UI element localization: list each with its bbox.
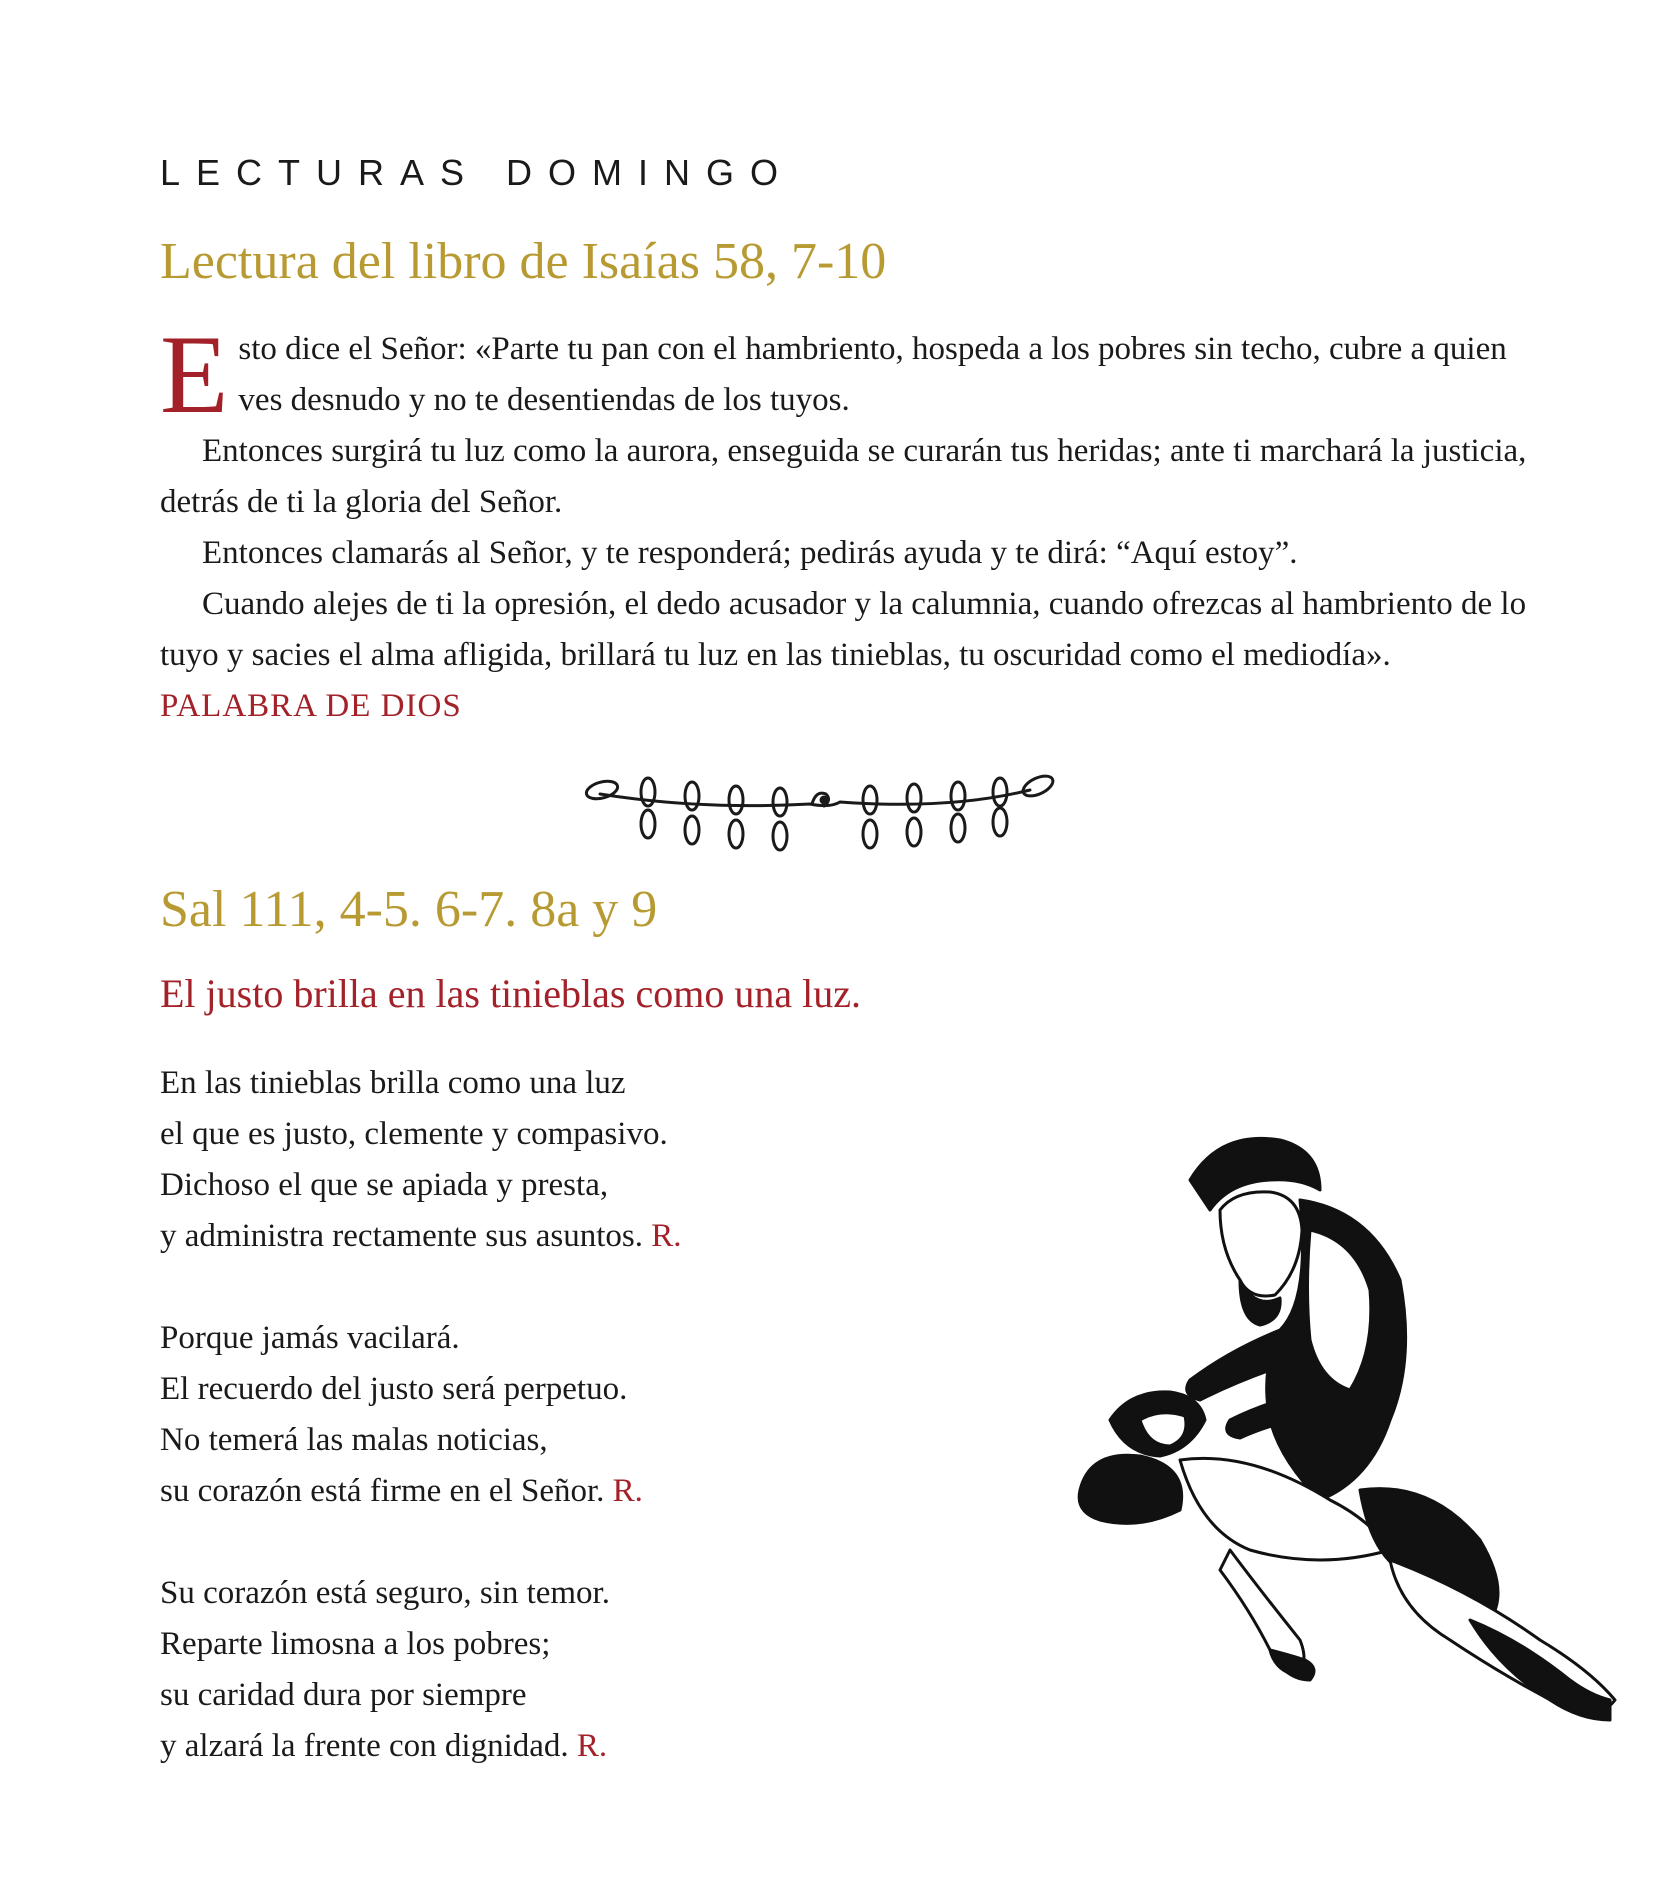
psalm-stanza [160, 1313, 960, 1517]
psalm-line-text: y alzará la frente con dignidad. [160, 1728, 569, 1764]
reading-paragraph-text: Entonces surgirá tu luz como la aurora, enseguida se curarán tus heridas; ante ti marchará la justicia, detrás de ti la gloria del Señor. [160, 433, 1527, 520]
good-samaritan-illustration [1070, 1120, 1630, 1744]
psalm-line: Su corazón está seguro, sin temor. [160, 1575, 610, 1611]
section-kicker: LECTURAS DOMINGO [160, 152, 795, 193]
psalm-line: Porque jamás vacilará. [160, 1320, 460, 1356]
psalm-line: El recuerdo del justo será perpetuo. [160, 1371, 628, 1407]
reading-title: Lectura del libro de Isaías 58, 7-10 [160, 233, 887, 290]
psalm-response: El justo brilla en las tinieblas como una luz. [160, 971, 861, 1016]
psalm-line: su caridad dura por siempre [160, 1677, 527, 1713]
reading-paragraph-text: Cuando alejes de ti la opresión, el dedo acusador y la calumnia, cuando ofrezcas al hambriento de lo tuyo y sacies el alma afligida, brillará tu luz en las tinieblas, tu oscuridad como el mediodía». [160, 586, 1527, 673]
reading-paragraph [160, 313, 1540, 437]
psalm-line: Dichoso el que se apiada y presta, [160, 1167, 609, 1203]
psalm-line-last [160, 1466, 960, 1517]
reading-paragraph [160, 579, 1540, 732]
psalm-line-last [160, 1721, 960, 1772]
leaf-vine-ornament-icon [580, 762, 1060, 856]
psalm-body [160, 1058, 960, 1823]
reading-paragraph [160, 528, 1540, 579]
reading-paragraph-text: sto dice el Señor: «Parte tu pan con el hambriento, hospeda a los pobres sin techo, cubre a quien ves desnudo y no te desentiendas de los tuyos. [238, 331, 1507, 418]
psalm-title: Sal 111, 4-5. 6-7. 8a y 9 [160, 881, 658, 938]
refrain-mark: R. [576, 1728, 608, 1764]
psalm-line-text: y administra rectamente sus asuntos. [160, 1218, 643, 1254]
psalm-line: En las tinieblas brilla como una luz [160, 1065, 626, 1101]
psalm-line-text: su corazón está firme en el Señor. [160, 1473, 605, 1509]
reading-paragraph [160, 426, 1540, 528]
psalm-line: el que es justo, clemente y compasivo. [160, 1116, 668, 1152]
psalm-line: Reparte limosna a los pobres; [160, 1626, 551, 1662]
psalm-stanza [160, 1058, 960, 1262]
psalm-line: No temerá las malas noticias, [160, 1422, 548, 1458]
refrain-mark: R. [612, 1473, 643, 1509]
psalm-stanza [160, 1568, 960, 1772]
refrain-mark: R. [651, 1218, 682, 1254]
reading-paragraph-text: Entonces clamarás al Señor, y te responderá; pedirás ayuda y te dirá: “Aquí estoy”. [202, 535, 1298, 571]
drop-cap: E [160, 313, 229, 437]
reading-body [160, 313, 1540, 732]
psalm-line-last [160, 1211, 960, 1262]
palabra-de-dios: PALABRA DE DIOS [160, 688, 462, 724]
